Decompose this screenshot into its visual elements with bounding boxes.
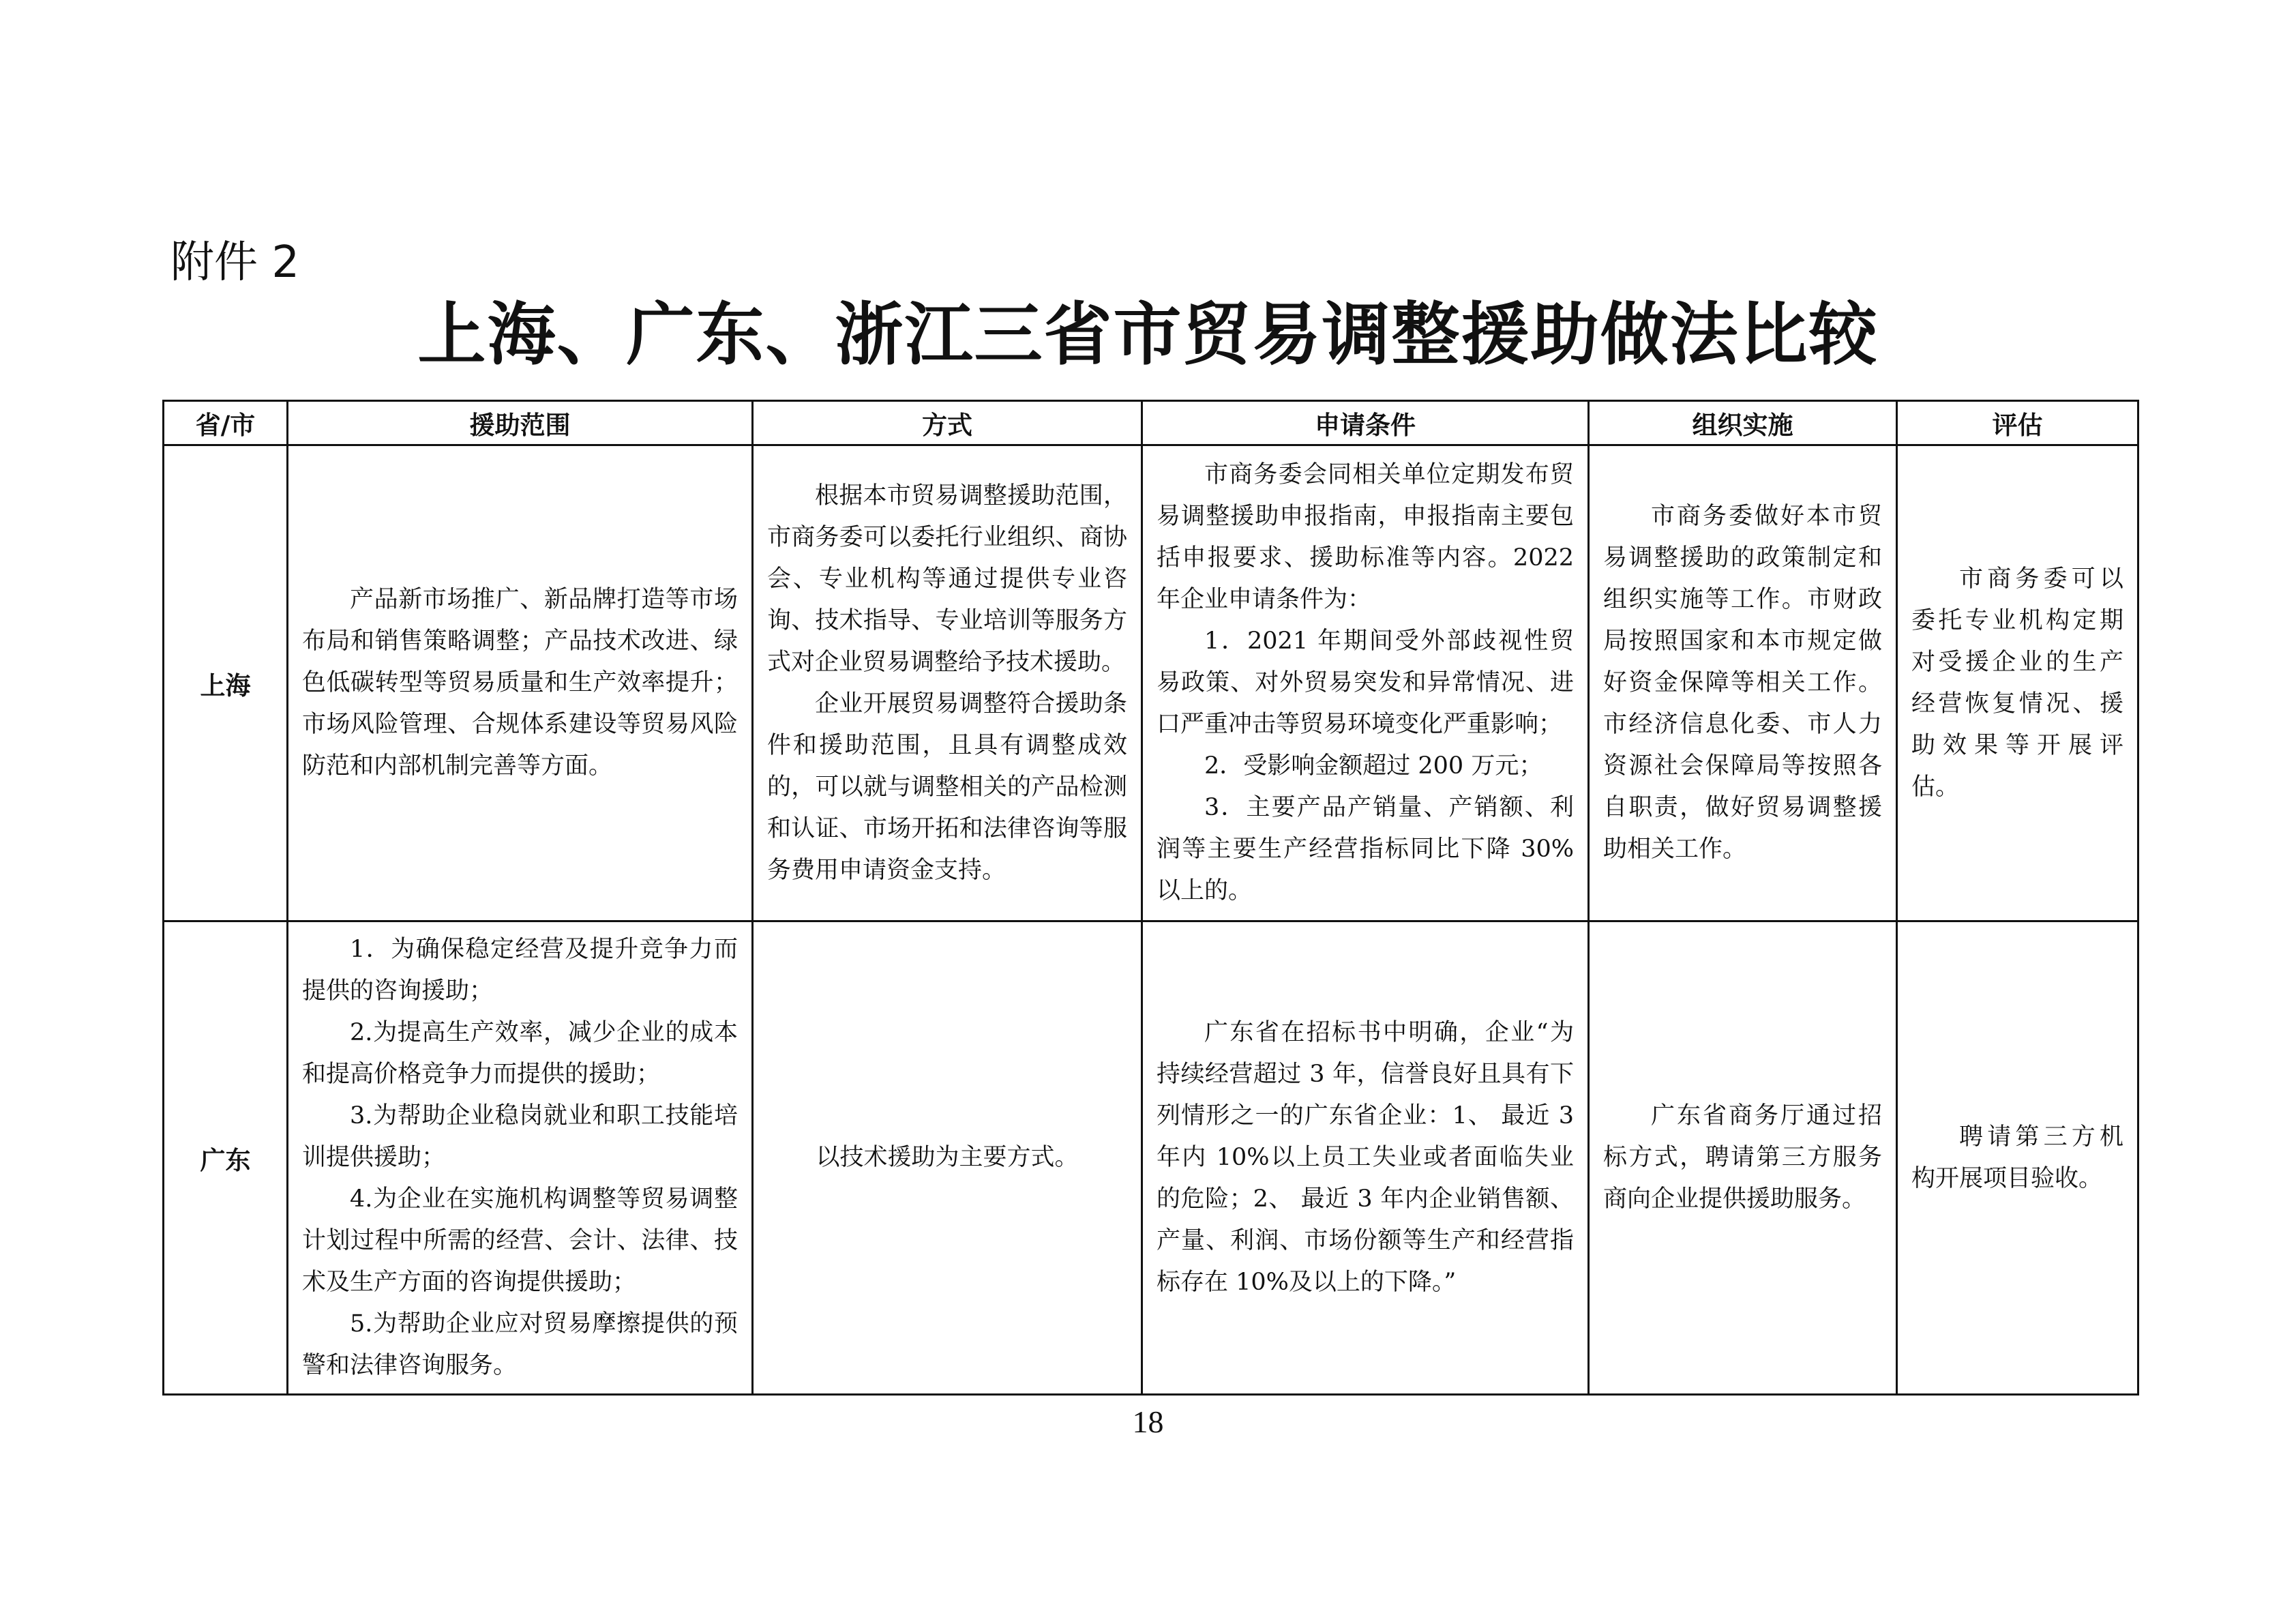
conditions-paragraph: 1．2021 年期间受外部歧视性贸易政策、对外贸易突发和异常情况、进口严重冲击等贸易环境变化严重影响； (1157, 628, 1574, 738)
conditions-paragraph: 2．受影响金额超过 200 万元； (1204, 752, 1543, 780)
scope-paragraph: 1．为确保稳定经营及提升竞争力而提供的咨询援助； (302, 936, 738, 1005)
header-organization: 组织实施 (1589, 401, 1897, 445)
page-number: 18 (1132, 1404, 1164, 1439)
method-cell (753, 921, 1142, 1395)
evaluation-paragraph: 聘请第三方机构开展项目验收。 (1911, 1123, 2123, 1192)
table-row-shanghai (164, 445, 2138, 921)
province-cell: 广东 (164, 921, 288, 1395)
scope-cell (288, 445, 753, 921)
scope-paragraph: 产品新市场推广、新品牌打造等市场布局和销售策略调整；产品技术改进、绿色低碳转型等贸易质量和生产效率提升；市场风险管理、合规体系建设等贸易风险防范和内部机制完善等方面。 (302, 586, 738, 780)
conditions-cell (1142, 921, 1589, 1395)
scope-paragraph: 3.为帮助企业稳岗就业和职工技能培训提供援助； (302, 1102, 738, 1171)
organization-paragraph: 市商务委做好本市贸易调整援助的政策制定和组织实施等工作。市财政局按照国家和本市规定做好资金保障等相关工作。市经济信息化委、市人力资源社会保障局等按照各自职责，做好贸易调整援助相关工作。 (1603, 503, 1882, 863)
method-paragraph: 以技术援助为主要方式。 (816, 1144, 1079, 1171)
annex-label: 附件 2 (170, 237, 300, 288)
header-method: 方式 (753, 401, 1142, 445)
scope-paragraph: 2.为提高生产效率，减少企业的成本和提高价格竞争力而提供的援助； (302, 1019, 738, 1088)
table-header-row (164, 401, 2138, 445)
comparison-table (162, 400, 2139, 1396)
header-province: 省/市 (164, 401, 288, 445)
conditions-cell (1142, 445, 1589, 921)
scope-paragraph: 5.为帮助企业应对贸易摩擦提供的预警和法律咨询服务。 (302, 1310, 738, 1379)
organization-cell (1589, 445, 1897, 921)
evaluation-cell (1897, 445, 2138, 921)
organization-cell (1589, 921, 1897, 1395)
evaluation-paragraph: 市商务委可以委托专业机构定期对受援企业的生产经营恢复情况、援助效果等开展评估。 (1911, 565, 2123, 801)
method-paragraph: 根据本市贸易调整援助范围，市商务委可以委托行业组织、商协会、专业机构等通过提供专业咨询、技术指导、专业培训等服务方式对企业贸易调整给予技术援助。 (767, 482, 1127, 676)
header-conditions: 申请条件 (1142, 401, 1589, 445)
organization-paragraph: 广东省商务厅通过招标方式，聘请第三方服务商向企业提供援助服务。 (1603, 1102, 1882, 1213)
conditions-paragraph: 广东省在招标书中明确，企业“为持续经营超过 3 年，信誉良好且具有下列情形之一的广东省企业：1、 最近 3 年内 10%以上员工失业或者面临失业的危险；2、 最近 3 年内企业销售额、产量、利润、市场份额等生产和经营指标存在 10%及以上的下降。” (1157, 1019, 1574, 1296)
header-evaluation: 评估 (1897, 401, 2138, 445)
header-scope: 援助范围 (288, 401, 753, 445)
evaluation-cell (1897, 921, 2138, 1395)
scope-paragraph: 4.为企业在实施机构调整等贸易调整计划过程中所需的经营、会计、法律、技术及生产方面的咨询提供援助； (302, 1185, 738, 1296)
document-title: 上海、广东、浙江三省市贸易调整援助做法比较 (417, 294, 1879, 374)
conditions-paragraph: 市商务委会同相关单位定期发布贸易调整援助申报指南，申报指南主要包括申报要求、援助标准等内容。2022年企业申请条件为： (1157, 461, 1574, 613)
method-cell (753, 445, 1142, 921)
scope-cell (288, 921, 753, 1395)
province-cell: 上海 (164, 445, 288, 921)
table-row-guangdong (164, 921, 2138, 1395)
method-paragraph: 企业开展贸易调整符合援助条件和援助范围，且具有调整成效的，可以就与调整相关的产品检测和认证、市场开拓和法律咨询等服务费用申请资金支持。 (767, 690, 1127, 884)
conditions-paragraph: 3．主要产品产销量、产销额、利润等主要生产经营指标同比下降 30%以上的。 (1157, 794, 1574, 904)
